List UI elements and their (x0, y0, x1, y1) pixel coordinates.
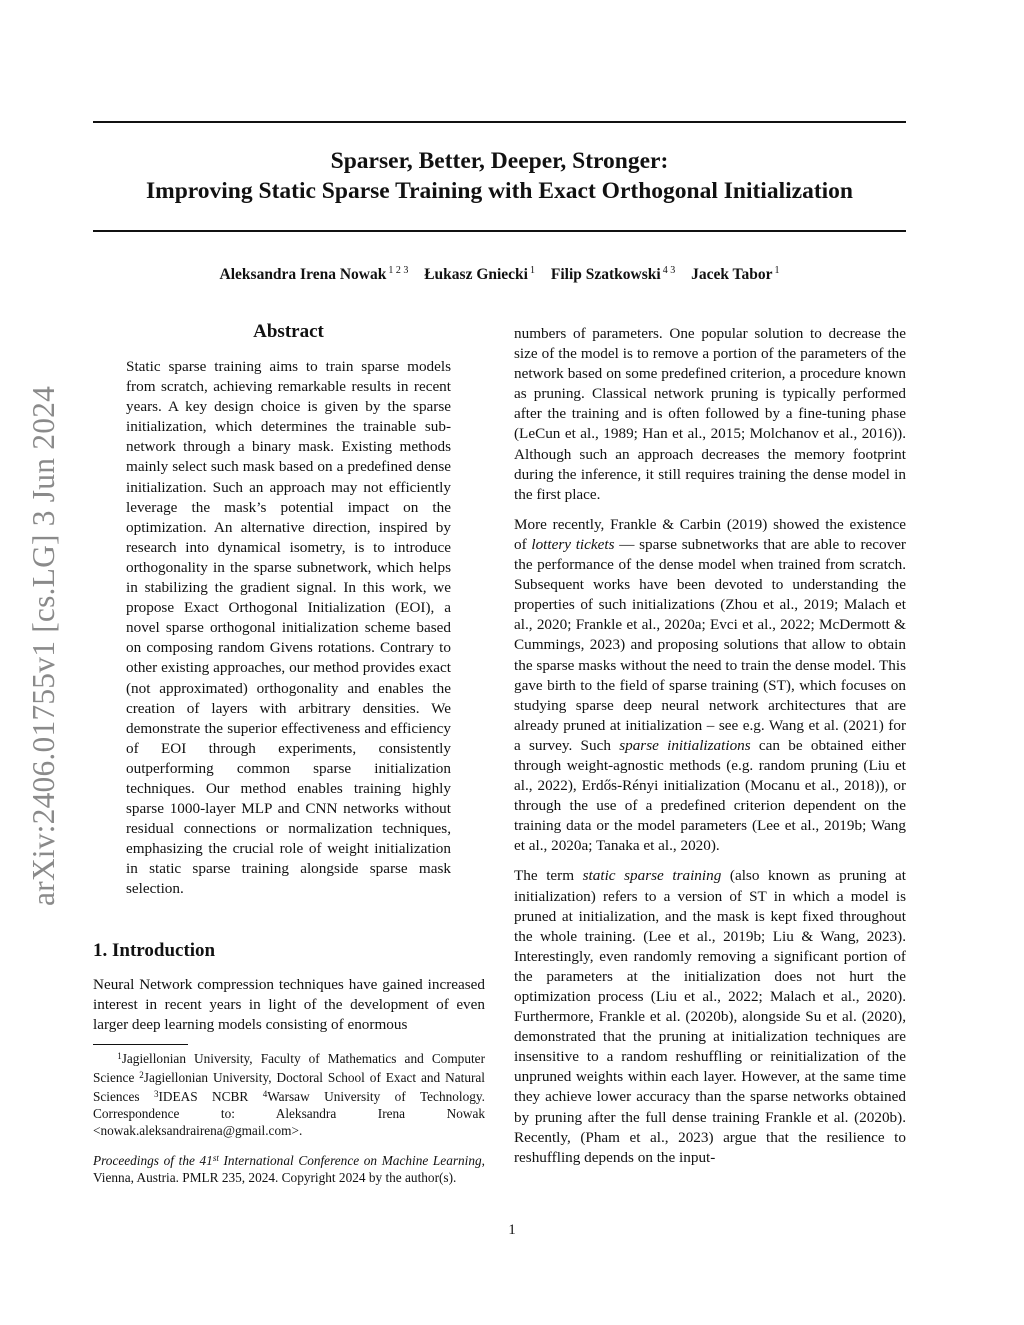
arxiv-identifier: arXiv:2406.01755v1 [cs.LG] 3 Jun 2024 (26, 385, 61, 907)
abstract-heading: Abstract (253, 321, 324, 342)
title-top-rule (93, 121, 906, 123)
right-column (514, 324, 906, 1178)
paper-title-line-1: Sparser, Better, Deeper, Stronger: (330, 148, 669, 174)
arxiv-side-stamp (24, 362, 64, 930)
abstract-text: Static sparse training aims to train sparse models from scratch, achieving remarkable results in recent years. A key design choice is given by the sparse initialization, which determines the trainable sub-network through a binary mask. Existing methods mainly select such mask based on a predefined dense initialization. Such an approach may not efficiently leverage the mask’s potential impact on the optimization. An alternative direction, inspired by research into dynamical isometry, is to introduce orthogonality in the sparse subnetwork, which helps in stabilizing the gradient signal. In this work, we propose Exact Orthogonal Initialization (EOI), a novel sparse orthogonal initialization scheme based on composing random Givens rotations. Contrary to other existing approaches, our method provides exact (not approximated) orthogonality and enables the creation of layers with arbitrary densities. We demonstrate the superior effectiveness and efficiency of EOI through experiments, consistently outperforming common sparse initialization techniques. Our method enables training highly sparse 1000-layer MLP and CNN networks without residual connections or normalization techniques, emphasizing the crucial role of weight initialization in static sparse training alongside sparse mask selection. (126, 358, 451, 898)
page-number: 1 (508, 1222, 516, 1238)
affiliation-footnote: $^1$Jagiellonian University, Faculty of Mathematics and Computer Science $^2$Jagiellonian University, Doctoral School of Exact and Natural Sciences $^3$IDEAS NCBR $^4$Warsaw University of Technology. Correspondence to: Aleksandra Irena Nowak <nowak.aleksandrairena@gmail.com>. (93, 1051, 485, 1138)
intro-paragraph: Neural Network compression techniques have gained increased interest in recent years in light of the development of even larger deep learning models consisting of enormous (93, 976, 485, 1034)
footnote-rule (93, 1044, 188, 1045)
paragraph: More recently, Frankle & Carbin (2019) showed the existence of lottery tickets — sparse subnetworks that are able to recover the performance of the dense model when trained from scratch. Subsequent works have been devoted to understanding the properties of such initializations (Zhou et al., 2019; Malach et al., 2020; Frankle et al., 2020a; Evci et al., 2022; McDermott & Cummings, 2023) and proposing solutions that allow to obtain the sparse masks without the need to train the dense model. This gave birth to the field of sparse training (ST), which focuses on studying sparse deep neural network architectures that are already pruned at initialization – see e.g. Wang et al. (2021) for a survey. Such sparse initializations can be obtained either through weight-agnostic methods (e.g. random pruning (Liu et al., 2022), Erdős-Rényi initialization (Mocanu et al., 2018)), or through the use of a predefined criterion dependent on the training data or the model parameters (Lee et al., 2019b; Wang et al., 2020a; Tanaka et al., 2020). (514, 515, 906, 855)
author: Jacek Tabor $^1$ (691, 265, 780, 283)
author: Aleksandra Irena Nowak $^{1 2 3}$ (219, 265, 409, 283)
introduction-body (93, 975, 485, 1035)
paragraph: The term static sparse training (also known as pruning at initialization) refers to a version of ST in which a model is pruned at initialization, and the mask is kept fixed throughout the whole training. (Lee et al., 2019b; Liu & Wang, 2023). Interestingly, even randomly removing a significant portion of the parameters at the initialization does not hurt the optimization process (Liu et al., 2022; Malach et al., 2020). Furthermore, Frankle et al. (2020b), alongside Su et al. (2020), demonstrated that the pruning at initialization techniques are insensitive to a random reshuffling or reinitialization of the unpruned weights within each layer. However, at the same time they achieve lower accuracy than the sparse networks obtained by pruning after the full dense training Frankle et al. (2020b). Recently, (Pham et al., 2023) argue that the resilience to reshuffling depends on the input- (514, 867, 906, 1166)
title-bottom-rule (93, 230, 906, 232)
paragraph: numbers of parameters. One popular solution to decrease the size of the model is to remove a portion of the parameters of the network based on some predefined criterion, a procedure known as pruning. Classical network pruning is typically performed after the training and is often followed by a fine-tuning phase (LeCun et al., 1989; Han et al., 2015; Molchanov et al., 2016)). Although such an approach decreases the memory footprint during the inference, it still requires training the dense model in the first place. (514, 325, 906, 503)
section-heading-introduction: 1. Introduction (93, 940, 216, 961)
author-list (93, 265, 906, 284)
author: Filip Szatkowski $^{4 3}$ (550, 265, 676, 283)
author: Łukasz Gniecki $^1$ (424, 265, 535, 283)
abstract-body (126, 357, 451, 900)
proceedings-footnote: Proceedings of the 41st International Conference on Machine Learning, Vienna, Austria. PMLR 235, 2024. Copyright 2024 by the author(s). (93, 1153, 485, 1185)
paper-title-line-2: Improving Static Sparse Training with Exact Orthogonal Initialization (145, 178, 854, 204)
